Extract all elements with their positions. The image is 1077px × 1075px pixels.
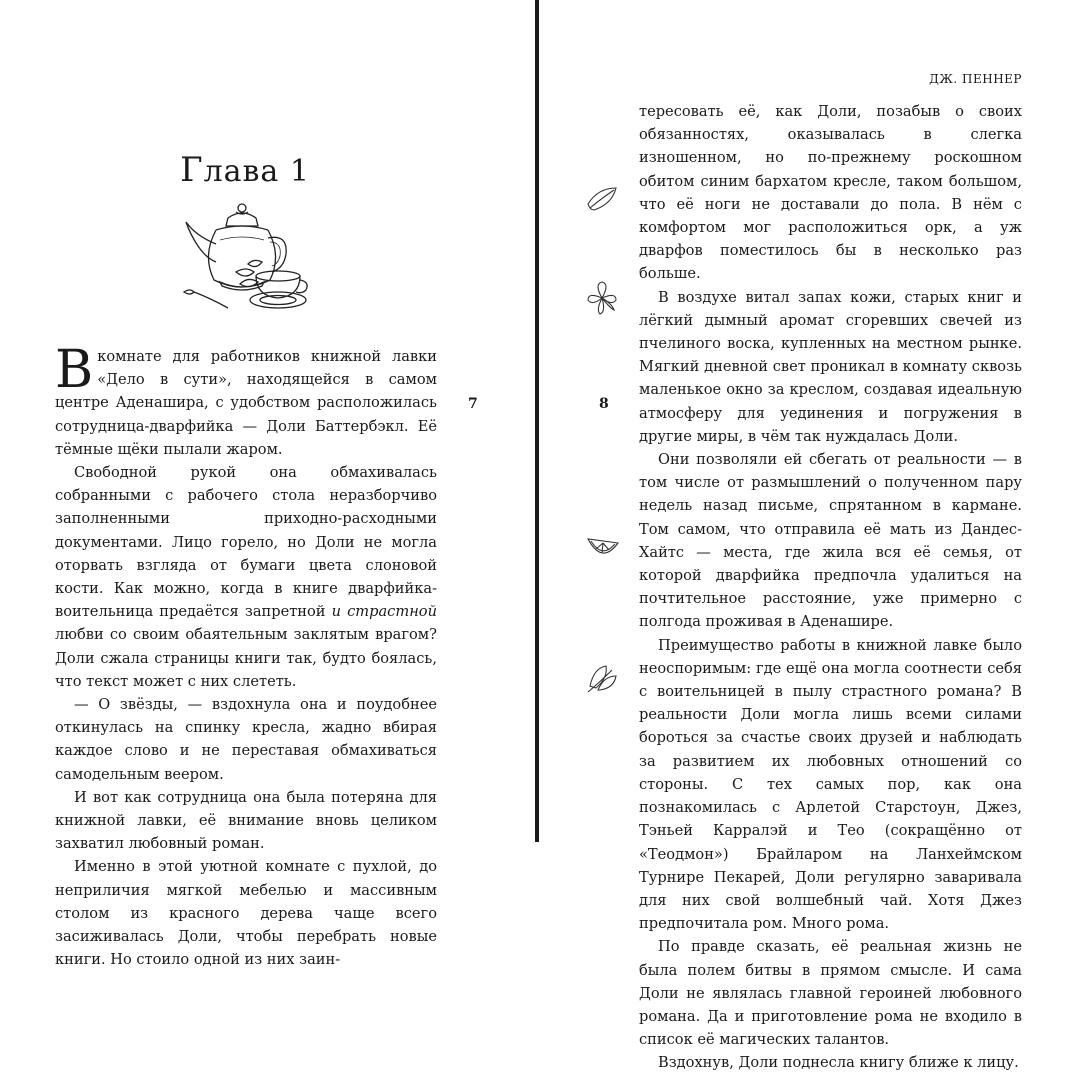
- page-number: 8: [599, 396, 609, 412]
- mint-leaves-icon: [584, 280, 620, 316]
- running-header: ДЖ. ПЕННЕР: [929, 72, 1022, 86]
- teapot-illustration: [180, 196, 310, 324]
- left-page: [0, 0, 535, 969]
- right-page: [539, 0, 1077, 1072]
- leaf-sprig-icon: [584, 660, 620, 696]
- chapter-title: Глава 1: [180, 150, 310, 190]
- paragraph: Именно в этой уютной комнате с пухлой, до неприличия мягкой мебелью и массивным столом из красного дерева чаще всего засиживалась Доли, чтобы перебрать новые книги. Но стоило одной из них заин-: [55, 858, 437, 969]
- paragraph: По правде сказать, её реальная жизнь не была полем битвы в прямом смысле. И сама Доли не являлась главной героиней любовного романа. Да и приготовление рома не входило в список её магических талантов.: [639, 938, 1022, 1049]
- paragraph: — О звёзды, — вздохнула она и поудобнее откинулась на спинку кресла, жадно вбирая каждое слово и не переставая обмахиваться самодельным веером.: [55, 696, 437, 783]
- lemon-slice-icon: [584, 525, 620, 561]
- paragraph: Преимущество работы в книжной лавке было неоспоримым: где ещё она могла соотнести себя с воительницей в пылу страстного романа? В реальности Доли могла лишь всеми силами бороться за счастье своих друзей и наблюдать за развитием их любовных отношений со стороны. С тех самых пор, как она познакомилась с Арлетой Старстоун, Джез, Тэньей Карралэй и Тео (сокращённо от «Теодмон») Брайларом на Ланхеймском Турнире Пекарей, Доли регулярно заваривала для них свой волшебный чай. Хотя Джез предпочитала ром. Много рома.: [639, 636, 1022, 933]
- right-body-text: [639, 100, 1022, 1075]
- paragraph: И вот как сотрудница она была потеряна для книжной лавки, её внимание вновь целиком захватил любовный роман.: [55, 788, 437, 853]
- drop-cap: В: [55, 340, 94, 400]
- leaf-icon: [584, 182, 620, 218]
- paragraph: Вздохнув, Доли поднесла книгу ближе к лицу.: [658, 1054, 1019, 1072]
- left-body-text: [55, 340, 437, 971]
- paragraph: Свободной рукой она обмахивалась собранными с рабочего стола неразборчиво заполненными приходно-расходными документами. Лицо горело, но Доли не могла оторвать взгляда от бумаги цвета слоновой кости. Как можно, когда в книге дварфийка-воительница предаётся запретной и страстной любви со своим обаятельным заклятым врагом? Доли сжала страницы книги так, будто боялась, что текст может с них слететь.: [55, 464, 437, 690]
- paragraph: В воздухе витал запах кожи, старых книг и лёгкий дымный аромат сгоревших свечей из пчелиного воска, купленных на местном рынке. Мягкий дневной свет проникал в комнату сквозь маленькое окно за креслом, создавая идеальную атмосферу для уединения и погружения в другие миры, в чём так нуждалась Доли.: [639, 288, 1022, 445]
- paragraph: Они позволяли ей сбегать от реальности — в том числе от размышлений о полученном пару недель назад письме, спрятанном в кармане. Том самом, что отправила её мать из Дандес-Хайтс — места, где жила вся её семья, от которой дварфийка предпочла удалиться на почтительное расстояние, уже примерно с полгода проживая в Аденашире.: [639, 451, 1022, 631]
- page-number: 7: [468, 396, 478, 412]
- paragraph: В комнате для работников книжной лавки «Дело в сути», находящейся в самом центре Аденашира, с удобством расположилась сотрудница-дварфийка — Доли Баттербэкл. Её тёмные щёки пылали жаром.: [55, 340, 437, 458]
- italic-phrase: и страстной: [331, 603, 437, 621]
- paragraph: тересовать её, как Доли, позабыв о своих обязанностях, оказывалась в слегка изношенном, но по-прежнему роскошном обитом синим бархатом кресле, таком большом, что её ноги не доставали до пола. В нём с комфортом мог расположиться орк, а уж дварфов поместилось бы в несколько раз больше.: [639, 103, 1022, 283]
